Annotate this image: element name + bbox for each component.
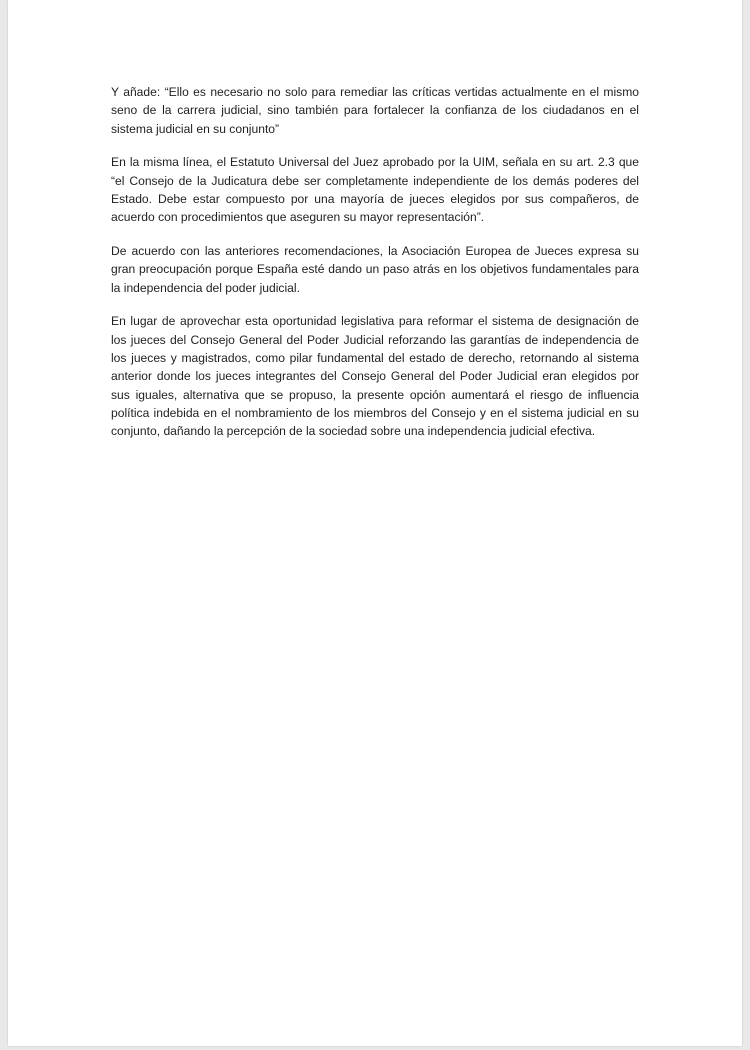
paragraph-reforma-cgpj: En lugar de aprovechar esta oportunidad legislativa para reformar el sistema de designación de los jueces del Consejo General del Poder Judicial reforzando las garantías de independencia de los jueces y magistrados, como pilar fundamental del estado de derecho, retornando al sistema anterior donde los jueces integrantes del Consejo General del Poder Judicial eran elegidos por sus iguales, alternativa que se propuso, la presente opción aumentará el riesgo de influencia política indebida en el nombramiento de los miembros del Consejo y en el sistema judicial en su conjunto, dañando la percepción de la sociedad sobre una independencia judicial efectiva. [111, 314, 639, 439]
paragraph-asociacion-europea: De acuerdo con las anteriores recomendaciones, la Asociación Europea de Jueces expresa su gran preocupación porque España esté dando un paso atrás en los objetivos fundamentales para la independencia del poder judicial. [111, 244, 639, 295]
paragraph-quote-continuation: Y añade: “Ello es necesario no solo para remediar las críticas vertidas actualmente en el mismo seno de la carrera judicial, sino también para fortalecer la confianza de los ciudadanos en el sistema judicial en su conjunto” [111, 85, 639, 136]
document-page [8, 0, 742, 1046]
paragraph-estatuto-universal: En la misma línea, el Estatuto Universal del Juez aprobado por la UIM, señala en su art. 2.3 que “el Consejo de la Judicatura debe ser completamente independiente de los demás poderes del Estado. Debe estar compuesto por una mayoría de jueces elegidos por sus compañeros, de acuerdo con procedimientos que aseguren su mayor representación”. [111, 155, 639, 225]
document-body [111, 83, 639, 456]
